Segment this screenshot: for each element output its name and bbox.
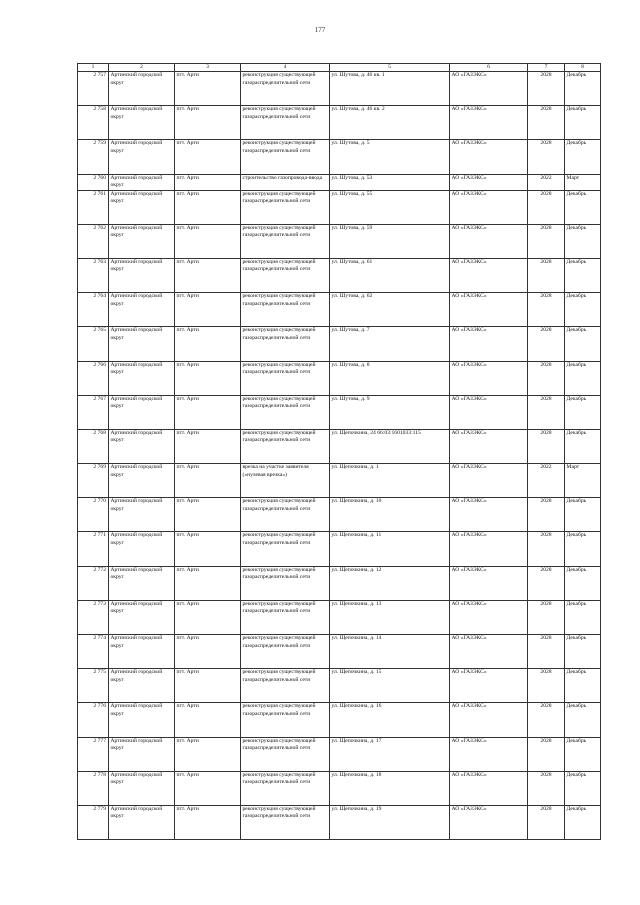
column-header: 2 xyxy=(109,64,175,72)
table-row xyxy=(78,429,601,463)
district-cell: Артинский городской округ xyxy=(109,771,175,805)
address-cell: ул. Щепочкина, д. 15 xyxy=(330,669,450,703)
year-cell: 2028 xyxy=(528,737,565,771)
table-row xyxy=(78,258,601,292)
table-row xyxy=(78,174,601,190)
settlement-cell: пгт. Арти xyxy=(175,498,241,532)
work-type-cell: реконструкция существующей газораспределительной сети xyxy=(241,190,330,224)
row-number-cell: 2 772 xyxy=(78,566,109,600)
table-row xyxy=(78,140,601,174)
settlement-cell: пгт. Арти xyxy=(175,635,241,669)
table-row xyxy=(78,498,601,532)
row-number-cell: 2 773 xyxy=(78,600,109,634)
column-header: 4 xyxy=(241,64,330,72)
work-type-cell: реконструкция существующей газораспределительной сети xyxy=(241,635,330,669)
settlement-cell: пгт. Арти xyxy=(175,174,241,190)
row-number-cell: 2 758 xyxy=(78,106,109,140)
column-header: 5 xyxy=(330,64,450,72)
table-row xyxy=(78,464,601,498)
table-row xyxy=(78,805,601,839)
district-cell: Артинский городской округ xyxy=(109,600,175,634)
row-number-cell: 2 771 xyxy=(78,532,109,566)
work-type-cell: врезка на участке заявителя («нулевая врезка») xyxy=(241,464,330,498)
settlement-cell: пгт. Арти xyxy=(175,805,241,839)
address-cell: ул. Щепочкина, 24 66:03:1601033:115 xyxy=(330,429,450,463)
row-number-cell: 2 761 xyxy=(78,190,109,224)
work-type-cell: реконструкция существующей газораспределительной сети xyxy=(241,771,330,805)
address-cell: ул. Шутова, д. 8 xyxy=(330,361,450,395)
year-cell: 2028 xyxy=(528,532,565,566)
year-cell: 2028 xyxy=(528,361,565,395)
organization-cell: АО «ГАЗЭКС» xyxy=(450,703,528,737)
month-cell: Декабрь xyxy=(565,429,601,463)
table-row xyxy=(78,190,601,224)
organization-cell: АО «ГАЗЭКС» xyxy=(450,72,528,106)
year-cell: 2028 xyxy=(528,600,565,634)
year-cell: 2022 xyxy=(528,464,565,498)
year-cell: 2028 xyxy=(528,72,565,106)
month-cell: Декабрь xyxy=(565,737,601,771)
work-type-cell: реконструкция существующей газораспределительной сети xyxy=(241,361,330,395)
address-cell: ул. Щепочкина, д. 10 xyxy=(330,498,450,532)
work-type-cell: реконструкция существующей газораспределительной сети xyxy=(241,532,330,566)
organization-cell: АО «ГАЗЭКС» xyxy=(450,771,528,805)
district-cell: Артинский городской округ xyxy=(109,703,175,737)
organization-cell: АО «ГАЗЭКС» xyxy=(450,498,528,532)
month-cell: Декабрь xyxy=(565,72,601,106)
settlement-cell: пгт. Арти xyxy=(175,224,241,258)
settlement-cell: пгт. Арти xyxy=(175,190,241,224)
organization-cell: АО «ГАЗЭКС» xyxy=(450,566,528,600)
settlement-cell: пгт. Арти xyxy=(175,293,241,327)
settlement-cell: пгт. Арти xyxy=(175,327,241,361)
address-cell: ул. Шутова, д. 9 xyxy=(330,395,450,429)
district-cell: Артинский городской округ xyxy=(109,429,175,463)
month-cell: Декабрь xyxy=(565,771,601,805)
work-type-cell: реконструкция существующей газораспределительной сети xyxy=(241,293,330,327)
work-type-cell: реконструкция существующей газораспределительной сети xyxy=(241,498,330,532)
district-cell: Артинский городской округ xyxy=(109,498,175,532)
table-row xyxy=(78,361,601,395)
year-cell: 2028 xyxy=(528,140,565,174)
table-row xyxy=(78,600,601,634)
month-cell: Декабрь xyxy=(565,293,601,327)
settlement-cell: пгт. Арти xyxy=(175,429,241,463)
row-number-cell: 2 759 xyxy=(78,140,109,174)
table-row xyxy=(78,737,601,771)
month-cell: Декабрь xyxy=(565,140,601,174)
month-cell: Декабрь xyxy=(565,669,601,703)
month-cell: Декабрь xyxy=(565,361,601,395)
table-row xyxy=(78,327,601,361)
organization-cell: АО «ГАЗЭКС» xyxy=(450,106,528,140)
address-cell: ул. Шутова, д. 61 xyxy=(330,258,450,292)
address-cell: ул. Шутова, д. 62 xyxy=(330,293,450,327)
district-cell: Артинский городской округ xyxy=(109,532,175,566)
table-row xyxy=(78,395,601,429)
month-cell: Март xyxy=(565,464,601,498)
table-row xyxy=(78,106,601,140)
row-number-cell: 2 764 xyxy=(78,293,109,327)
column-header: 1 xyxy=(78,64,109,72)
organization-cell: АО «ГАЗЭКС» xyxy=(450,429,528,463)
address-cell: ул. Щепочкина, д. 19 xyxy=(330,805,450,839)
settlement-cell: пгт. Арти xyxy=(175,771,241,805)
address-cell: ул. Шутова, д. 55 xyxy=(330,190,450,224)
settlement-cell: пгт. Арти xyxy=(175,600,241,634)
district-cell: Артинский городской округ xyxy=(109,669,175,703)
column-header: 3 xyxy=(175,64,241,72)
month-cell: Декабрь xyxy=(565,566,601,600)
settlement-cell: пгт. Арти xyxy=(175,669,241,703)
year-cell: 2028 xyxy=(528,190,565,224)
organization-cell: АО «ГАЗЭКС» xyxy=(450,600,528,634)
row-number-cell: 2 777 xyxy=(78,737,109,771)
month-cell: Декабрь xyxy=(565,190,601,224)
month-cell: Декабрь xyxy=(565,805,601,839)
table-row xyxy=(78,224,601,258)
row-number-cell: 2 778 xyxy=(78,771,109,805)
month-cell: Декабрь xyxy=(565,395,601,429)
district-cell: Артинский городской округ xyxy=(109,106,175,140)
district-cell: Артинский городской округ xyxy=(109,293,175,327)
settlement-cell: пгт. Арти xyxy=(175,703,241,737)
document-table xyxy=(77,63,601,840)
address-cell: ул. Шутова, д. 53 xyxy=(330,174,450,190)
work-type-cell: реконструкция существующей газораспределительной сети xyxy=(241,106,330,140)
organization-cell: АО «ГАЗЭКС» xyxy=(450,805,528,839)
work-type-cell: реконструкция существующей газораспределительной сети xyxy=(241,224,330,258)
address-cell: ул. Щепочкина, д. 1 xyxy=(330,464,450,498)
work-type-cell: реконструкция существующей газораспределительной сети xyxy=(241,669,330,703)
organization-cell: АО «ГАЗЭКС» xyxy=(450,669,528,703)
district-cell: Артинский городской округ xyxy=(109,737,175,771)
column-header: 8 xyxy=(565,64,601,72)
year-cell: 2028 xyxy=(528,224,565,258)
year-cell: 2028 xyxy=(528,498,565,532)
address-cell: ул. Щепочкина, д. 12 xyxy=(330,566,450,600)
month-cell: Декабрь xyxy=(565,258,601,292)
table-row xyxy=(78,669,601,703)
month-cell: Март xyxy=(565,174,601,190)
work-type-cell: реконструкция существующей газораспределительной сети xyxy=(241,140,330,174)
address-cell: ул. Шутова, д. 46 кв. 1 xyxy=(330,72,450,106)
work-type-cell: реконструкция существующей газораспределительной сети xyxy=(241,429,330,463)
organization-cell: АО «ГАЗЭКС» xyxy=(450,190,528,224)
row-number-cell: 2 770 xyxy=(78,498,109,532)
row-number-cell: 2 767 xyxy=(78,395,109,429)
organization-cell: АО «ГАЗЭКС» xyxy=(450,224,528,258)
row-number-cell: 2 769 xyxy=(78,464,109,498)
row-number-cell: 2 765 xyxy=(78,327,109,361)
row-number-cell: 2 763 xyxy=(78,258,109,292)
settlement-cell: пгт. Арти xyxy=(175,361,241,395)
settlement-cell: пгт. Арти xyxy=(175,72,241,106)
address-cell: ул. Щепочкина, д. 14 xyxy=(330,635,450,669)
district-cell: Артинский городской округ xyxy=(109,190,175,224)
address-cell: ул. Шутова, д. 59 xyxy=(330,224,450,258)
table-row xyxy=(78,293,601,327)
district-cell: Артинский городской округ xyxy=(109,464,175,498)
organization-cell: АО «ГАЗЭКС» xyxy=(450,737,528,771)
year-cell: 2022 xyxy=(528,174,565,190)
settlement-cell: пгт. Арти xyxy=(175,737,241,771)
row-number-cell: 2 774 xyxy=(78,635,109,669)
organization-cell: АО «ГАЗЭКС» xyxy=(450,174,528,190)
organization-cell: АО «ГАЗЭКС» xyxy=(450,395,528,429)
settlement-cell: пгт. Арти xyxy=(175,106,241,140)
table-row xyxy=(78,703,601,737)
month-cell: Декабрь xyxy=(565,600,601,634)
year-cell: 2028 xyxy=(528,669,565,703)
address-cell: ул. Шутова, д. 7 xyxy=(330,327,450,361)
year-cell: 2028 xyxy=(528,258,565,292)
year-cell: 2028 xyxy=(528,771,565,805)
district-cell: Артинский городской округ xyxy=(109,174,175,190)
work-type-cell: реконструкция существующей газораспределительной сети xyxy=(241,703,330,737)
address-cell: ул. Щепочкина, д. 13 xyxy=(330,600,450,634)
month-cell: Декабрь xyxy=(565,635,601,669)
work-type-cell: реконструкция существующей газораспределительной сети xyxy=(241,566,330,600)
work-type-cell: реконструкция существующей газораспределительной сети xyxy=(241,258,330,292)
address-cell: ул. Шутова, д. 46 кв. 2 xyxy=(330,106,450,140)
year-cell: 2028 xyxy=(528,635,565,669)
settlement-cell: пгт. Арти xyxy=(175,395,241,429)
district-cell: Артинский городской округ xyxy=(109,805,175,839)
month-cell: Декабрь xyxy=(565,498,601,532)
page-number: 177 xyxy=(314,26,326,34)
organization-cell: АО «ГАЗЭКС» xyxy=(450,464,528,498)
table-row xyxy=(78,566,601,600)
year-cell: 2028 xyxy=(528,566,565,600)
address-cell: ул. Щепочкина, д. 18 xyxy=(330,771,450,805)
month-cell: Декабрь xyxy=(565,532,601,566)
work-type-cell: реконструкция существующей газораспределительной сети xyxy=(241,395,330,429)
organization-cell: АО «ГАЗЭКС» xyxy=(450,361,528,395)
year-cell: 2028 xyxy=(528,395,565,429)
settlement-cell: пгт. Арти xyxy=(175,140,241,174)
district-cell: Артинский городской округ xyxy=(109,635,175,669)
row-number-cell: 2 776 xyxy=(78,703,109,737)
work-type-cell: реконструкция существующей газораспределительной сети xyxy=(241,737,330,771)
work-type-cell: реконструкция существующей газораспределительной сети xyxy=(241,805,330,839)
address-cell: ул. Щепочкина, д. 16 xyxy=(330,703,450,737)
row-number-cell: 2 762 xyxy=(78,224,109,258)
row-number-cell: 2 766 xyxy=(78,361,109,395)
district-cell: Артинский городской округ xyxy=(109,566,175,600)
table-row xyxy=(78,532,601,566)
year-cell: 2028 xyxy=(528,429,565,463)
month-cell: Декабрь xyxy=(565,703,601,737)
year-cell: 2028 xyxy=(528,293,565,327)
row-number-cell: 2 757 xyxy=(78,72,109,106)
district-cell: Артинский городской округ xyxy=(109,140,175,174)
settlement-cell: пгт. Арти xyxy=(175,532,241,566)
year-cell: 2028 xyxy=(528,805,565,839)
organization-cell: АО «ГАЗЭКС» xyxy=(450,293,528,327)
column-header: 7 xyxy=(528,64,565,72)
district-cell: Артинский городской округ xyxy=(109,224,175,258)
row-number-cell: 2 775 xyxy=(78,669,109,703)
address-cell: ул. Щепочкина, д. 17 xyxy=(330,737,450,771)
district-cell: Артинский городской округ xyxy=(109,258,175,292)
district-cell: Артинский городской округ xyxy=(109,327,175,361)
month-cell: Декабрь xyxy=(565,106,601,140)
address-cell: ул. Щепочкина, д. 11 xyxy=(330,532,450,566)
settlement-cell: пгт. Арти xyxy=(175,464,241,498)
row-number-cell: 2 760 xyxy=(78,174,109,190)
table-row xyxy=(78,771,601,805)
district-cell: Артинский городской округ xyxy=(109,361,175,395)
organization-cell: АО «ГАЗЭКС» xyxy=(450,327,528,361)
organization-cell: АО «ГАЗЭКС» xyxy=(450,258,528,292)
table-header-row xyxy=(78,64,601,72)
organization-cell: АО «ГАЗЭКС» xyxy=(450,140,528,174)
month-cell: Декабрь xyxy=(565,327,601,361)
table-row xyxy=(78,72,601,106)
work-type-cell: строительство газопровода-ввода xyxy=(241,174,330,190)
work-type-cell: реконструкция существующей газораспределительной сети xyxy=(241,327,330,361)
year-cell: 2028 xyxy=(528,703,565,737)
row-number-cell: 2 779 xyxy=(78,805,109,839)
row-number-cell: 2 768 xyxy=(78,429,109,463)
column-header: 6 xyxy=(450,64,528,72)
table-row xyxy=(78,635,601,669)
settlement-cell: пгт. Арти xyxy=(175,566,241,600)
year-cell: 2028 xyxy=(528,327,565,361)
work-type-cell: реконструкция существующей газораспределительной сети xyxy=(241,72,330,106)
district-cell: Артинский городской округ xyxy=(109,72,175,106)
district-cell: Артинский городской округ xyxy=(109,395,175,429)
year-cell: 2028 xyxy=(528,106,565,140)
organization-cell: АО «ГАЗЭКС» xyxy=(450,635,528,669)
settlement-cell: пгт. Арти xyxy=(175,258,241,292)
organization-cell: АО «ГАЗЭКС» xyxy=(450,532,528,566)
work-type-cell: реконструкция существующей газораспределительной сети xyxy=(241,600,330,634)
address-cell: ул. Шутова, д. 5 xyxy=(330,140,450,174)
month-cell: Декабрь xyxy=(565,224,601,258)
